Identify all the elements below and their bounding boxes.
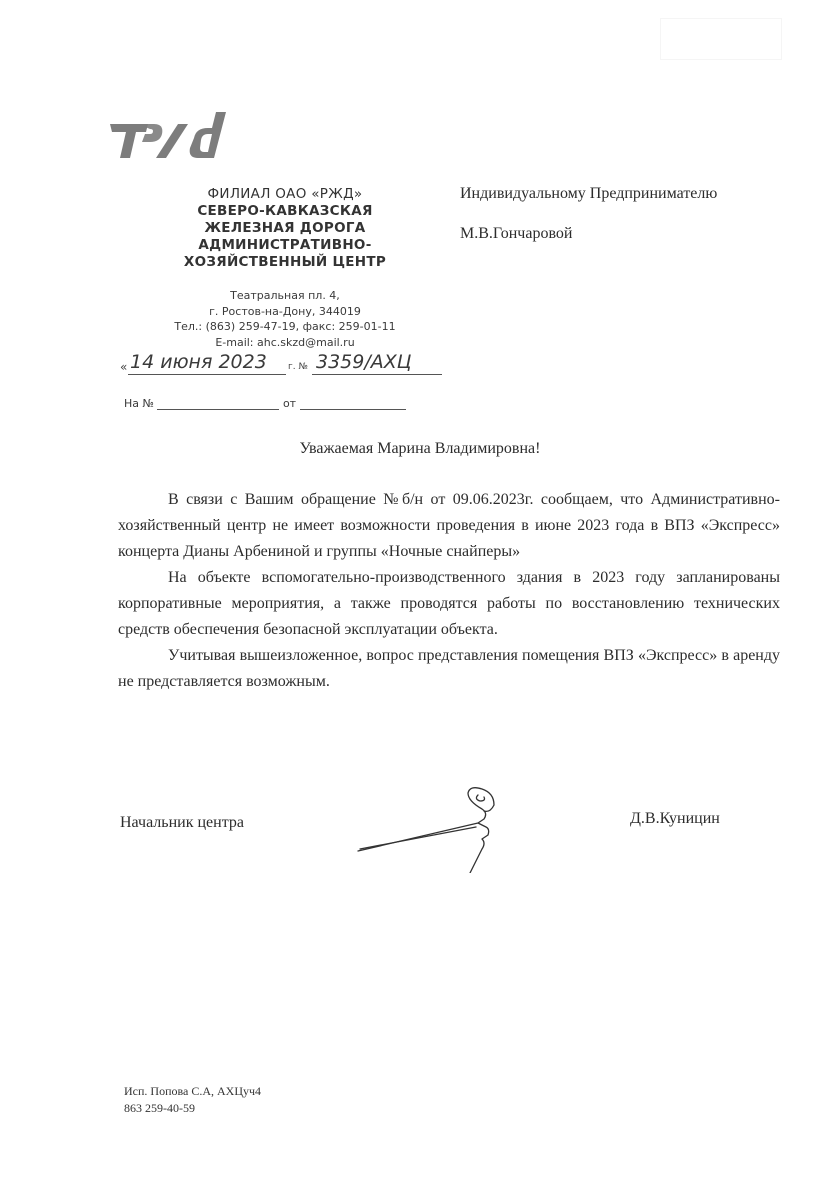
letter-body xyxy=(118,487,780,695)
executor-name: Исп. Попова С.А, АХЦуч4 xyxy=(124,1084,262,1098)
body-paragraph: В связи с Вашим обращение №б/н от 09.06.2023г. сообщаем, что Административно-хозяйственный центр не имеет возможности проведения в июне 2023 года в ВПЗ «Экспресс» концерта Дианы Арбениной и группы «Ночные снайперы» xyxy=(118,491,780,560)
address-line: Тел.: (863) 259-47-19, факс: 259-01-11 xyxy=(174,320,396,333)
handwritten-date: 14 июня 2023 xyxy=(130,351,267,373)
salutation: Уважаемая Марина Владимировна! xyxy=(299,440,541,457)
signatory-title: Начальник центра xyxy=(120,814,244,831)
executor-info xyxy=(124,1083,261,1117)
reference-line xyxy=(124,397,424,410)
address-line: г. Ростов-на-Дону, 344019 xyxy=(209,304,361,318)
addressee-name: М.В.Гончаровой xyxy=(460,225,573,242)
number-underline xyxy=(312,374,442,375)
handwritten-number: 3359/АХЦ xyxy=(316,351,412,373)
org-line: ЖЕЛЕЗНАЯ ДОРОГА xyxy=(204,220,366,236)
rzd-logo-icon xyxy=(108,108,226,160)
open-quote: « xyxy=(120,360,128,374)
number-label: г. № xyxy=(288,362,308,372)
signatory-name: Д.В.Куницин xyxy=(630,810,720,827)
body-paragraph: На объекте вспомогательно-производственного здания в 2023 году запланированы корпоративные мероприятия, а также проводятся работы по восстановлению технических средств обеспечения безопасной эксплуатации объекта. xyxy=(118,569,780,638)
body-paragraph: Учитывая вышеизложенное, вопрос представления помещения ВПЗ «Экспресс» в аренду не представляется возможным. xyxy=(118,647,780,690)
org-line: ХОЗЯЙСТВЕННЫЙ ЦЕНТР xyxy=(183,254,387,270)
addressee xyxy=(460,174,717,254)
addressee-title: Индивидуальному Предпринимателю xyxy=(460,185,718,202)
org-line: АДМИНИСТРАТИВНО- xyxy=(198,237,372,253)
registration-line xyxy=(120,352,450,378)
ref-number-field xyxy=(157,399,279,410)
ref-date-field xyxy=(300,399,406,410)
org-line: СЕВЕРО-КАВКАЗСКАЯ xyxy=(197,203,373,219)
org-line: ФИЛИАЛ ОАО «РЖД» xyxy=(207,186,363,202)
handwritten-signature-icon xyxy=(350,783,520,873)
executor-phone: 863 259-40-59 xyxy=(124,1101,195,1115)
email-line: E-mail: ahc.skzd@mail.ru xyxy=(215,335,355,349)
faint-watermark xyxy=(660,18,782,60)
date-underline xyxy=(128,374,286,375)
ref-number-label: На № xyxy=(124,397,154,410)
address-line: Театральная пл. 4, xyxy=(230,289,340,302)
organization-address xyxy=(150,288,420,350)
organization-name xyxy=(150,186,420,271)
ref-from-label: от xyxy=(282,397,297,410)
